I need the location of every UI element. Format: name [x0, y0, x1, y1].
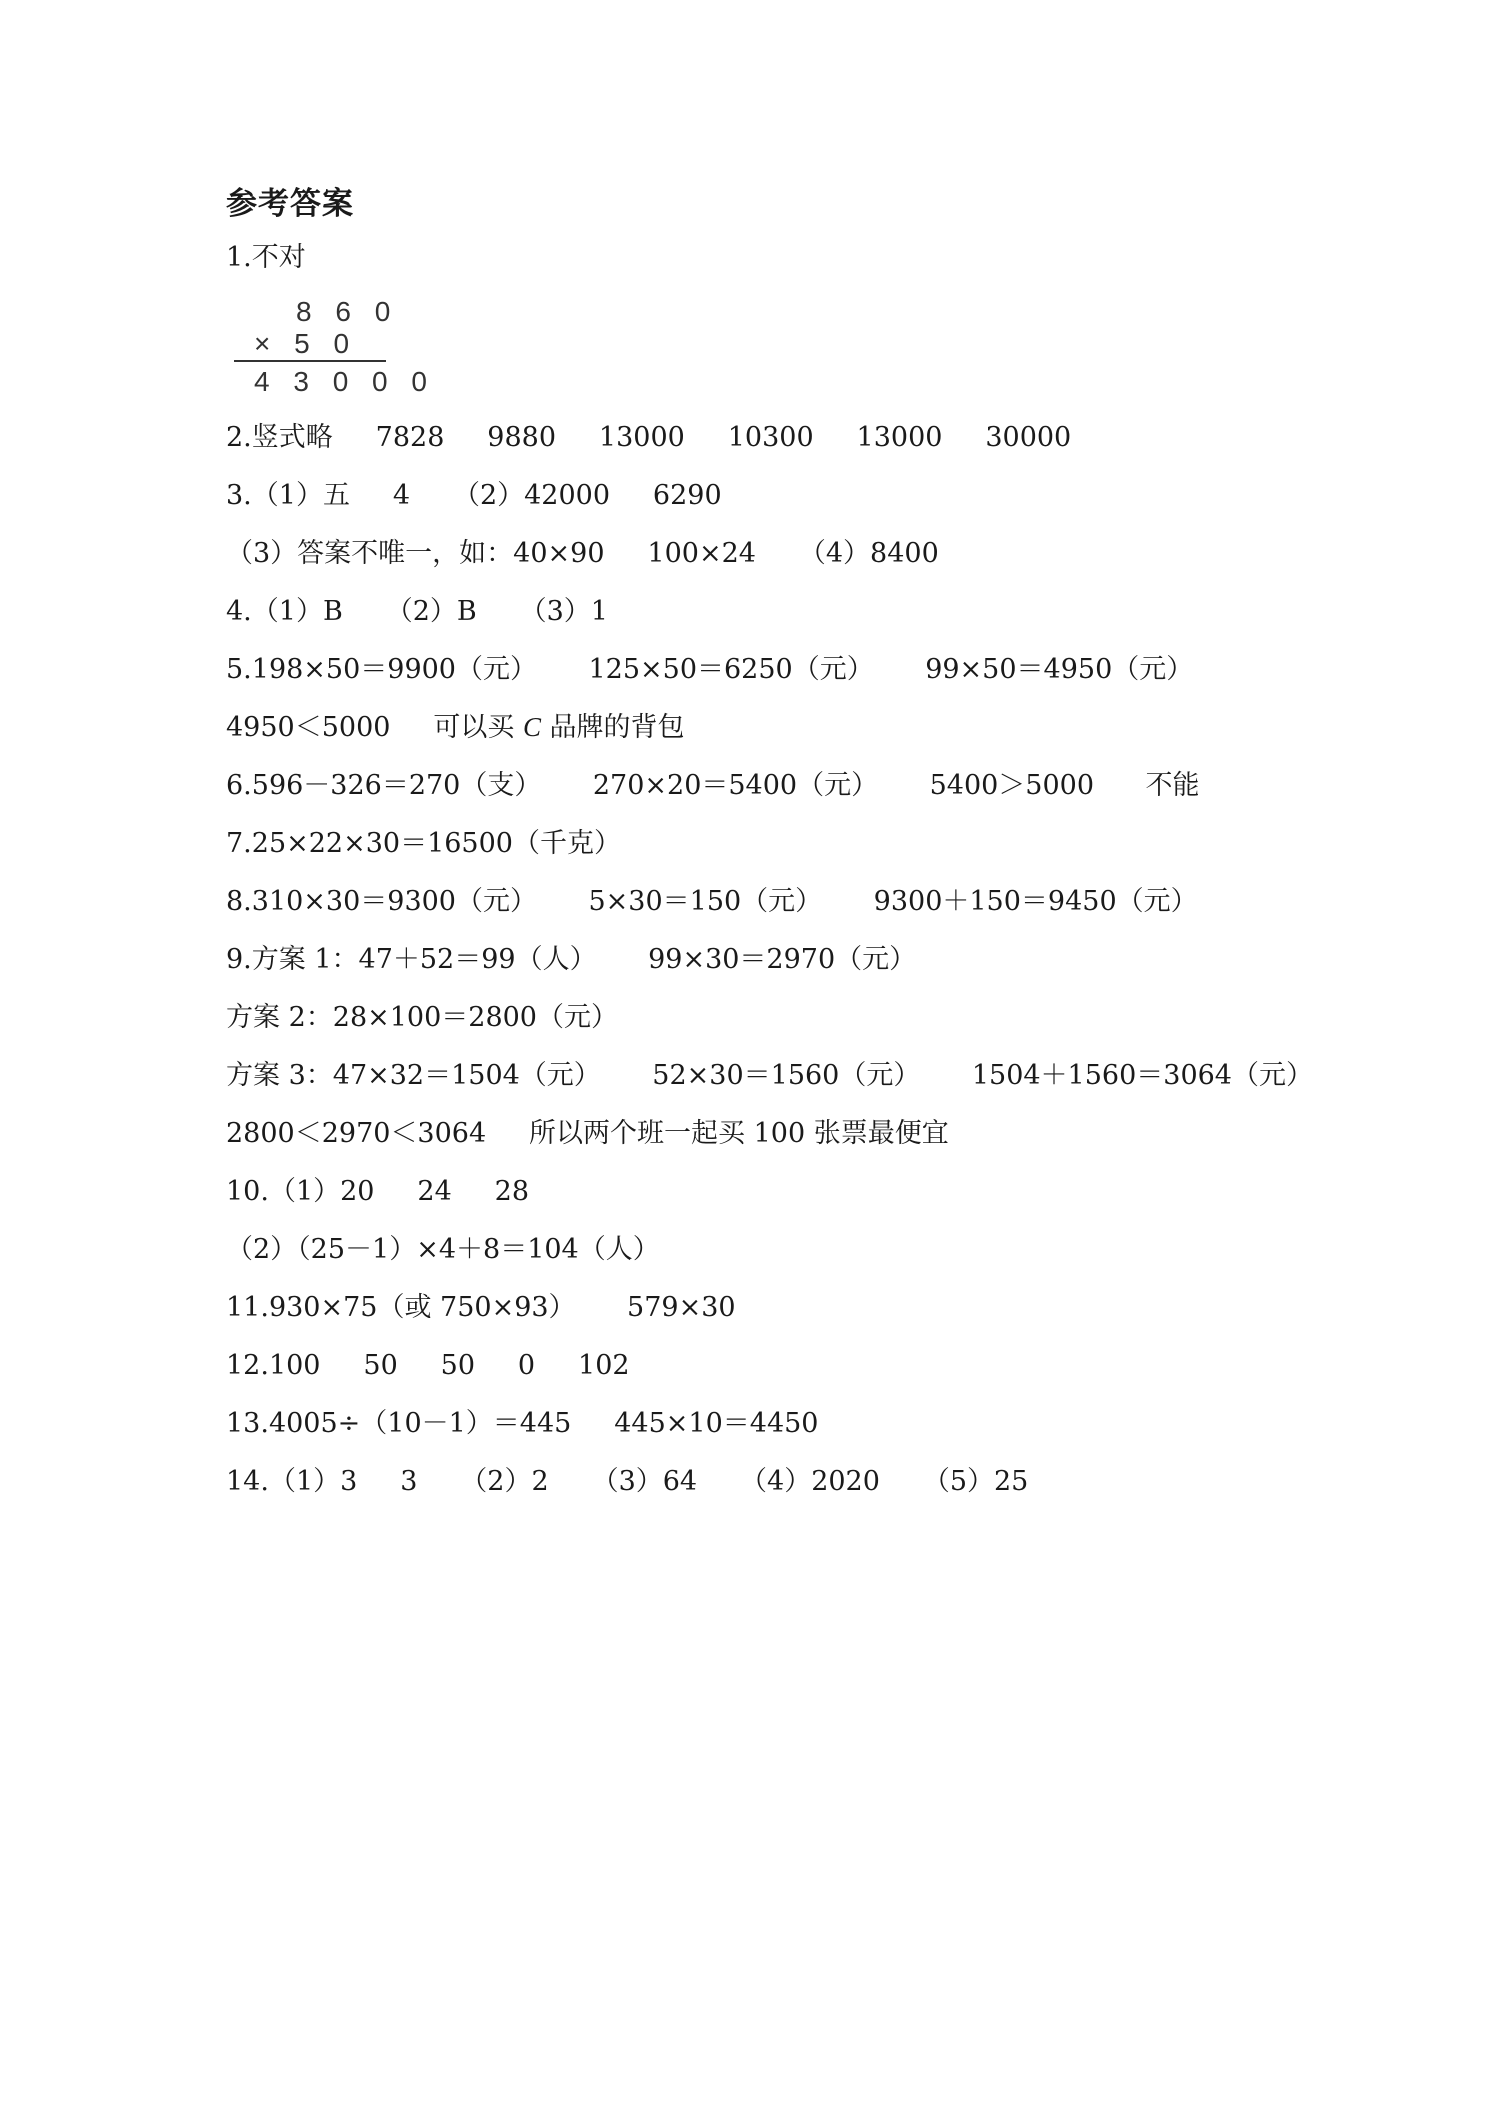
answer-7: 7.25×22×30＝16500（千克） [226, 828, 621, 859]
page-title: 参考答案 [226, 186, 354, 222]
multiplicand: 8 6 0 [296, 296, 399, 327]
answer-2: 2.竖式略 7828 9880 13000 10300 13000 30000 [226, 422, 1072, 453]
answer-6: 6.596－326＝270（支） 270×20＝5400（元） 5400＞5000 不能 [226, 770, 1200, 801]
brand-letter: C [522, 712, 541, 742]
answer-3-part3: （3）答案不唯一，如：40×90 100×24 （4）8400 [226, 538, 939, 569]
product: 4 3 0 0 0 [254, 366, 435, 397]
answer-13: 13.4005÷（10－1）＝445 445×10＝4450 [226, 1408, 819, 1439]
answer-10: 10.（1）20 24 28 [226, 1176, 530, 1207]
answer-11: 11.930×75（或 750×93） 579×30 [226, 1292, 736, 1323]
answer-4: 4.（1）B （2）B （3）1 [226, 596, 608, 627]
answer-9: 9.方案 1：47＋52＝99（人） 99×30＝2970（元） [226, 944, 917, 975]
answer-1: 1.不对 [226, 242, 306, 273]
answer-5-conclusion-text: 4950＜5000 可以买 [226, 712, 515, 743]
multiplier: × 5 0 [254, 328, 358, 359]
answer-10-part2: （2）（25－1）×4＋8＝104（人） [226, 1234, 660, 1265]
answer-8: 8.310×30＝9300（元） 5×30＝150（元） 9300＋150＝9450（元） [226, 886, 1198, 917]
answer-5: 5.198×50＝9900（元） 125×50＝6250（元） 99×50＝4950（元） [226, 654, 1194, 685]
answer-9-plan3: 方案 3：47×32＝1504（元） 52×30＝1560（元） 1504＋1560＝3064（元） [226, 1060, 1313, 1091]
answer-5-conclusion [226, 714, 685, 741]
answer-9-conclusion: 2800＜2970＜3064 所以两个班一起买 100 张票最便宜 [226, 1118, 949, 1149]
answer-9-plan2: 方案 2：28×100＝2800（元） [226, 1002, 618, 1033]
answer-14: 14.（1）3 3 （2）2 （3）64 （4）2020 （5）25 [226, 1466, 1029, 1497]
vertical-calculation [234, 296, 435, 398]
answer-12: 12.100 50 50 0 102 [226, 1350, 630, 1381]
answer-3: 3.（1）五 4 （2）42000 6290 [226, 480, 722, 511]
calc-divider [234, 360, 386, 362]
answer-5-conclusion-tail: 品牌的背包 [540, 712, 685, 743]
